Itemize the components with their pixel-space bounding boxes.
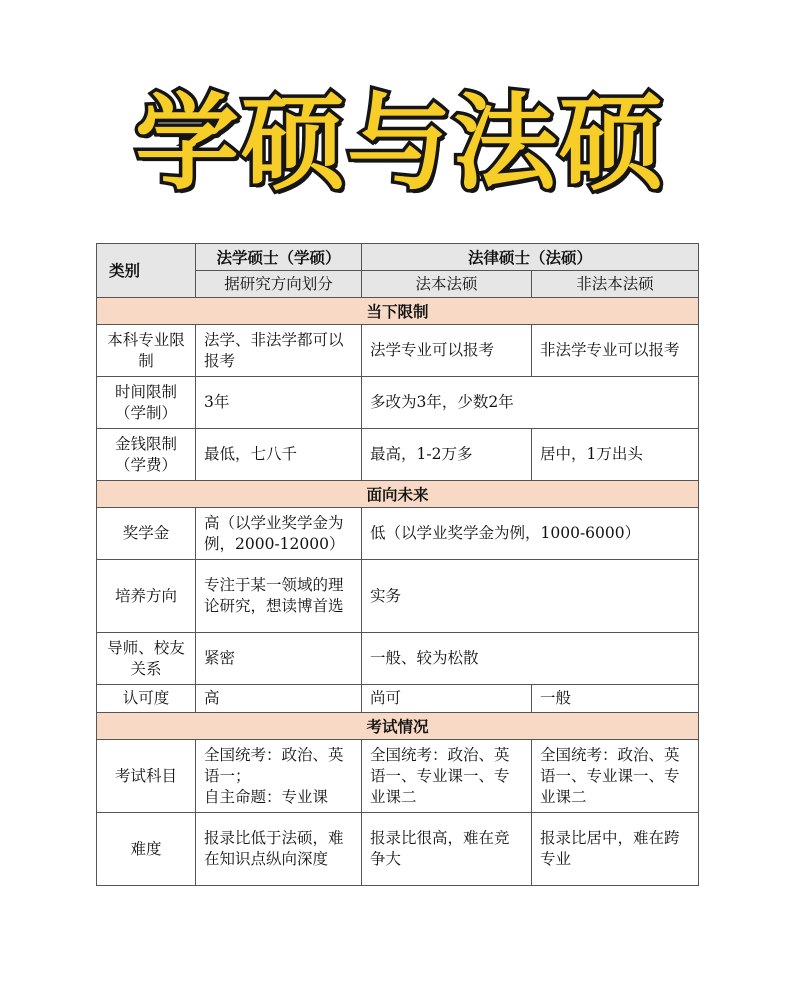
table-row <box>97 813 699 886</box>
law-major-header: 法本法硕 <box>362 271 532 298</box>
row-label: 时间限制（学制） <box>97 377 196 429</box>
cell-nonlaw: 报录比居中，难在跨专业 <box>532 813 699 886</box>
cell-law: 尚可 <box>362 685 532 713</box>
table-row <box>97 740 699 813</box>
cell-professional: 实务 <box>362 560 699 633</box>
academic-subheader: 据研究方向划分 <box>196 271 362 298</box>
section-exam: 考试情况 <box>97 713 699 740</box>
row-label: 本科专业限制 <box>97 325 196 377</box>
academic-header: 法学硕士（学硕） <box>196 244 362 271</box>
table-row <box>97 560 699 633</box>
section-row <box>97 713 699 740</box>
table-row <box>97 429 699 481</box>
cell-nonlaw: 居中，1万出头 <box>532 429 699 481</box>
cell-academic-line: 自主命题：专业课 <box>204 787 329 806</box>
row-label: 培养方向 <box>97 560 196 633</box>
row-label: 导师、校友关系 <box>97 633 196 685</box>
cell-law: 报录比很高，难在竞争大 <box>362 813 532 886</box>
section-current: 当下限制 <box>97 298 699 325</box>
cell-professional: 低（以学业奖学金为例，1000-6000） <box>362 508 699 560</box>
cell-professional: 一般、较为松散 <box>362 633 699 685</box>
row-label: 金钱限制（学费） <box>97 429 196 481</box>
table-row <box>97 508 699 560</box>
header-row <box>97 244 699 271</box>
cell-law: 最高，1-2万多 <box>362 429 532 481</box>
cell-nonlaw: 非法学专业可以报考 <box>532 325 699 377</box>
table-row <box>97 377 699 429</box>
cell-academic: 高 <box>196 685 362 713</box>
cell-nonlaw: 全国统考：政治、英语一、专业课一、专业课二 <box>532 740 699 813</box>
professional-header: 法律硕士（法硕） <box>362 244 699 271</box>
table-row <box>97 685 699 713</box>
cell-academic <box>196 740 362 813</box>
row-label: 考试科目 <box>97 740 196 813</box>
section-row <box>97 298 699 325</box>
table-row <box>97 633 699 685</box>
cell-professional: 多改为3年，少数2年 <box>362 377 699 429</box>
row-label: 难度 <box>97 813 196 886</box>
cell-academic: 报录比低于法硕，难在知识点纵向深度 <box>196 813 362 886</box>
cell-academic: 专注于某一领域的理论研究，想读博首选 <box>196 560 362 633</box>
non-law-major-header: 非法本法硕 <box>532 271 699 298</box>
row-label: 奖学金 <box>97 508 196 560</box>
cell-law: 全国统考：政治、英语一、专业课一、专业课二 <box>362 740 532 813</box>
cell-academic: 3年 <box>196 377 362 429</box>
cell-nonlaw: 一般 <box>532 685 699 713</box>
cell-academic: 法学、非法学都可以报考 <box>196 325 362 377</box>
cell-academic: 高（以学业奖学金为例，2000-12000） <box>196 508 362 560</box>
section-row <box>97 481 699 508</box>
table-row <box>97 325 699 377</box>
cell-academic: 最低，七八千 <box>196 429 362 481</box>
row-label: 认可度 <box>97 685 196 713</box>
cell-law: 法学专业可以报考 <box>362 325 532 377</box>
section-future: 面向未来 <box>97 481 699 508</box>
cell-academic: 紧密 <box>196 633 362 685</box>
cell-academic-line: 全国统考：政治、英语一； <box>204 745 344 785</box>
category-header: 类别 <box>97 244 196 298</box>
page-title: 学硕与法硕 <box>134 82 665 204</box>
comparison-table <box>96 243 699 886</box>
